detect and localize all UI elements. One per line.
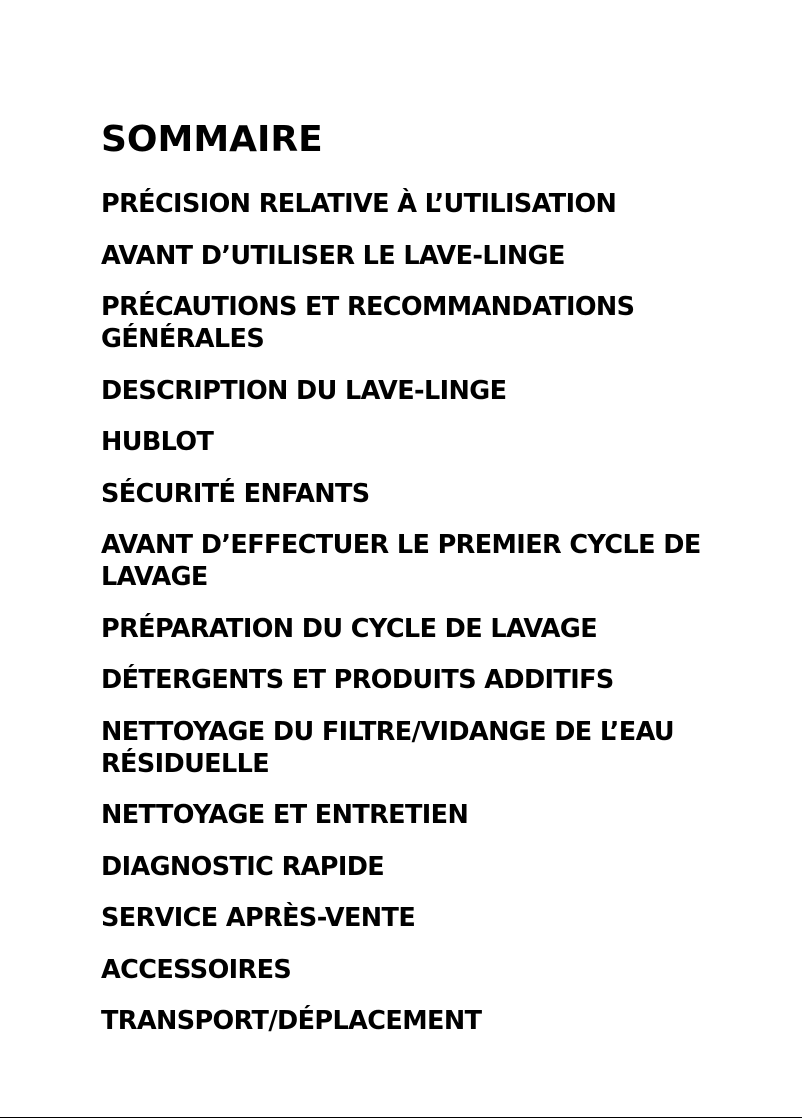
toc-item-description: DESCRIPTION DU LAVE-LINGE — [101, 375, 507, 406]
toc-item-door: HUBLOT — [101, 427, 214, 457]
toc-item-precautions: PRÉCAUTIONS ET RECOMMANDATIONS GÉNÉRALES — [101, 292, 635, 354]
toc-item-transport: TRANSPORT/DÉPLACEMENT — [101, 1006, 482, 1036]
toc-item-usage-note: PRÉCISION RELATIVE À L’UTILISATION — [101, 189, 617, 219]
toc-item-accessories: ACCESSOIRES — [101, 954, 292, 985]
toc-item-detergents: DÉTERGENTS ET PRODUITS ADDITIFS — [101, 665, 614, 695]
table-of-contents — [101, 188, 741, 1057]
toc-item-before-use: AVANT D’UTILISER LE LAVE-LINGE — [101, 240, 565, 271]
toc-item-wash-preparation: PRÉPARATION DU CYCLE DE LAVAGE — [101, 613, 598, 644]
page-title: SOMMAIRE — [101, 119, 323, 160]
toc-item-child-safety: SÉCURITÉ ENFANTS — [101, 478, 370, 509]
page-bottom-divider — [0, 1117, 802, 1118]
toc-item-troubleshooting: DIAGNOSTIC RAPIDE — [101, 851, 385, 882]
toc-item-first-cycle: AVANT D’EFFECTUER LE PREMIER CYCLE DE LAVAGE — [101, 530, 701, 592]
toc-item-after-sales: SERVICE APRÈS-VENTE — [101, 903, 416, 933]
toc-item-cleaning-maintenance: NETTOYAGE ET ENTRETIEN — [101, 800, 469, 830]
toc-item-filter-cleaning: NETTOYAGE DU FILTRE/VIDANGE DE L’EAU RÉSIDUELLE — [101, 716, 675, 779]
